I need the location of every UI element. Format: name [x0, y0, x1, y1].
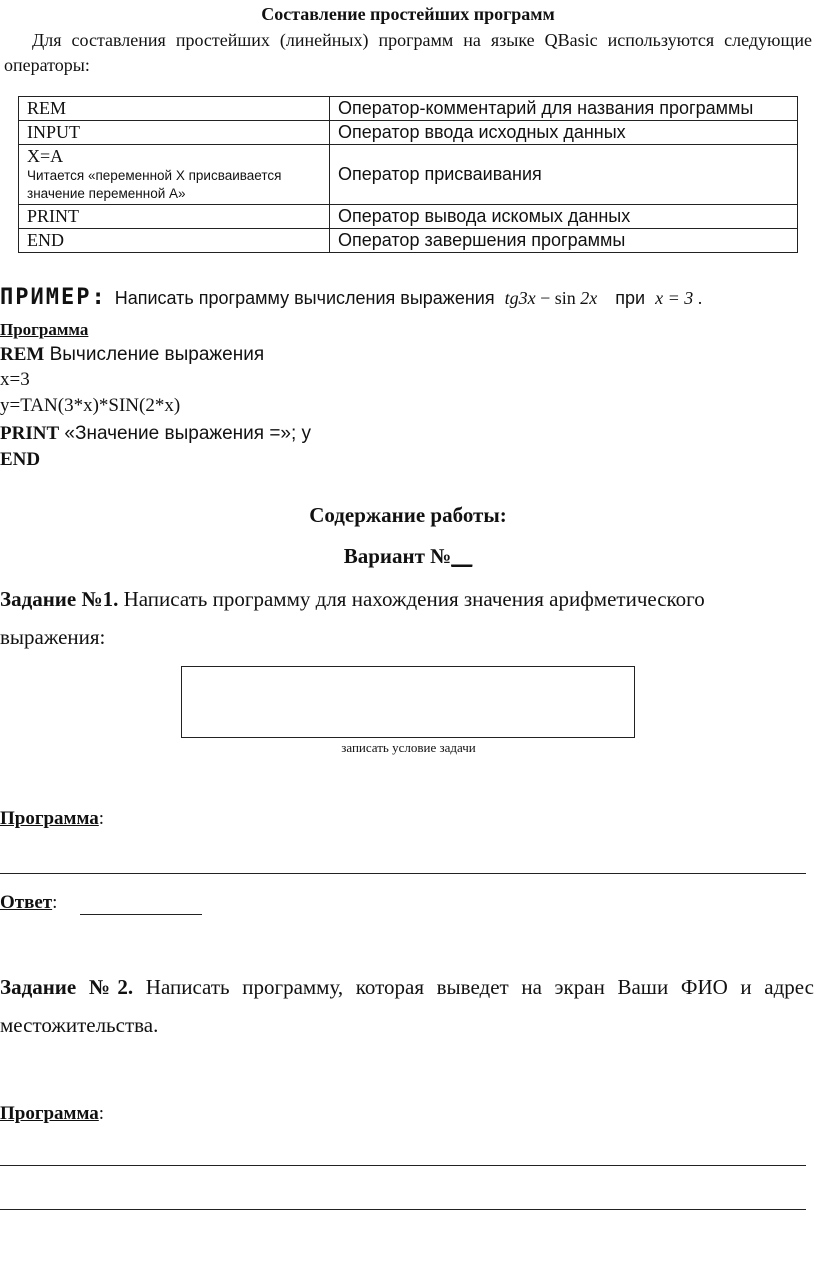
program-label-text: Программа [0, 1103, 99, 1124]
operator-note: Читается «переменной Х присваивается значение переменной А» [27, 168, 282, 201]
box-caption: записать условие задачи [341, 740, 476, 755]
colon: : [98, 1103, 105, 1124]
task-text: Написать программу, которая выведет на экран Ваши ФИО и адрес местожительства. [0, 975, 814, 1037]
operator-description: Оператор ввода исходных данных [330, 121, 798, 145]
example-condition [655, 288, 702, 308]
condition-value: x = 3 [655, 288, 694, 308]
answer-label-text: Ответ [0, 892, 53, 913]
document-title: Составление простейших программ [261, 4, 555, 24]
code-line-4 [0, 423, 311, 445]
table-row [19, 229, 798, 253]
task-1 [0, 580, 814, 656]
program-label-2 [0, 1103, 104, 1125]
code-keyword: END [0, 449, 41, 470]
table-row [19, 121, 798, 145]
colon: : [52, 892, 58, 913]
table-row [19, 205, 798, 229]
code-text: Вычисление выражения [44, 344, 265, 365]
colon: : [98, 808, 105, 829]
answer-blank-line[interactable] [80, 914, 202, 915]
code-keyword: PRINT [0, 423, 60, 444]
example-condition-word: при [615, 288, 646, 308]
answer-line[interactable] [0, 873, 806, 874]
operator-name: PRINT [19, 205, 330, 229]
answer-line[interactable] [0, 1165, 806, 1166]
operator-name: X=A [27, 146, 64, 166]
operator-description: Оператор вывода искомых данных [330, 205, 798, 229]
program-label-text: Программа [0, 808, 99, 829]
operator-name: INPUT [19, 121, 330, 145]
operator-cell [19, 145, 330, 205]
operator-name: END [19, 229, 330, 253]
code-line-1 [0, 344, 264, 366]
code-line-2: x=3 [0, 369, 30, 390]
table-row [19, 145, 798, 205]
variant-heading [0, 544, 816, 569]
operator-name: REM [19, 97, 330, 121]
expr-minus: − [540, 288, 555, 308]
program-label-1 [0, 808, 104, 830]
operator-description: Оператор завершения программы [330, 229, 798, 253]
variant-blank: __ [451, 544, 473, 568]
intro-paragraph: Для составления простейших (линейных) программ на языке QBasic используются следующие операторы: [4, 30, 812, 75]
variant-label: Вариант № [343, 544, 452, 568]
code-text: «Значение выражения =»; y [59, 423, 312, 444]
table-row [19, 97, 798, 121]
expr-tg: tg [504, 288, 519, 308]
example-label: ПРИМЕР: [0, 285, 107, 310]
operator-description: Оператор присваивания [330, 145, 798, 205]
task-number: Задание №1. [0, 587, 119, 611]
operators-table [18, 96, 798, 253]
code-line-5 [0, 449, 40, 471]
answer-label [0, 892, 57, 914]
expr-2x: 2x [580, 288, 598, 308]
expr-sin: sin [554, 288, 576, 308]
task-number: Задание №2. [0, 975, 134, 999]
task-text: Написать программу для нахождения значения арифметического выражения: [0, 587, 705, 649]
content-heading: Содержание работы: [309, 503, 507, 527]
program-heading: Программа [0, 320, 89, 339]
condition-dot: . [697, 288, 703, 308]
example-expression [505, 288, 598, 308]
answer-line[interactable] [0, 1209, 806, 1210]
example-text: Написать программу вычисления выражения [114, 288, 495, 308]
operator-description: Оператор-комментарий для названия программы [330, 97, 798, 121]
expression-box[interactable] [181, 666, 635, 738]
task-2 [0, 968, 814, 1044]
example-line [0, 285, 702, 310]
code-line-3: y=TAN(3*x)*SIN(2*x) [0, 395, 181, 416]
code-keyword: REM [0, 344, 45, 365]
expr-3x: 3x [518, 288, 536, 308]
